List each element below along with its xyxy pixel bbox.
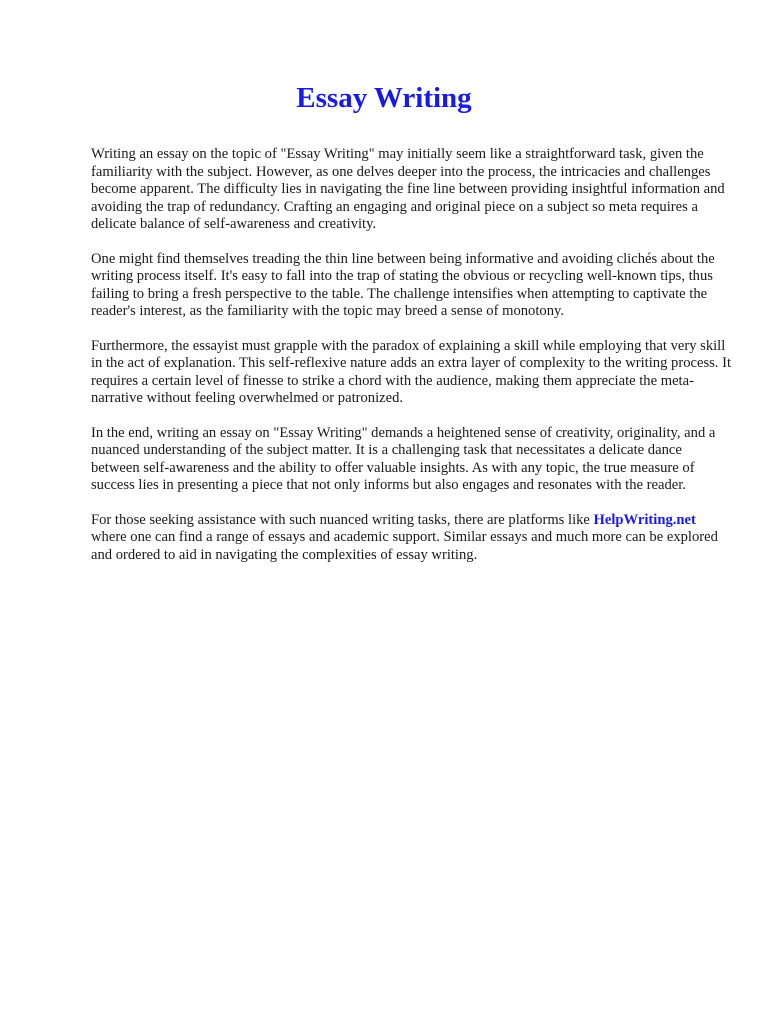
helpwriting-link[interactable]: HelpWriting.net (593, 511, 696, 528)
paragraph-1: Writing an essay on the topic of "Essay Writing" may initially seem like a straightforward task, given the familiarity with the subject. However, as one delves deeper into the process, the intricacies and challenges become apparent. The difficulty lies in navigating the fine line between providing insightful information and avoiding the trap of redundancy. Crafting an engaging and original piece on a subject so meta requires a delicate balance of self-awareness and creativity. (91, 146, 725, 232)
page-title: Essay Writing (296, 82, 472, 114)
paragraph-2: One might find themselves treading the thin line between being informative and avoiding clichés about the writing process itself. It's easy to fall into the trap of stating the obvious or recycling well-known tips, thus failing to bring a fresh perspective to the table. The challenge intensifies when attempting to captivate the reader's interest, as the familiarity with the topic may breed a sense of monotony. (91, 250, 715, 319)
document-body (91, 146, 731, 581)
paragraph-3: Furthermore, the essayist must grapple with the paradox of explaining a skill while employing that very skill in the act of explanation. This self-reflexive nature adds an extra layer of complexity to the writing process. It requires a certain level of finesse to strike a chord with the audience, making them appreciate the meta-narrative without feeling overwhelmed or patronized. (91, 337, 732, 406)
closing-paragraph (91, 512, 731, 565)
paragraph-4: In the end, writing an essay on "Essay Writing" demands a heightened sense of creativity, originality, and a nuanced understanding of the subject matter. It is a challenging task that necessitates a delicate dance between self-awareness and the ability to offer valuable insights. As with any topic, the true measure of success lies in presenting a piece that not only informs but also engages and resonates with the reader. (91, 424, 716, 493)
closing-text-before-link: For those seeking assistance with such nuanced writing tasks, there are platforms like (91, 511, 594, 528)
closing-text-after-link: where one can find a range of essays and academic support. Similar essays and much more can be explored and ordered to aid in navigating the complexities of essay writing. (91, 529, 718, 563)
